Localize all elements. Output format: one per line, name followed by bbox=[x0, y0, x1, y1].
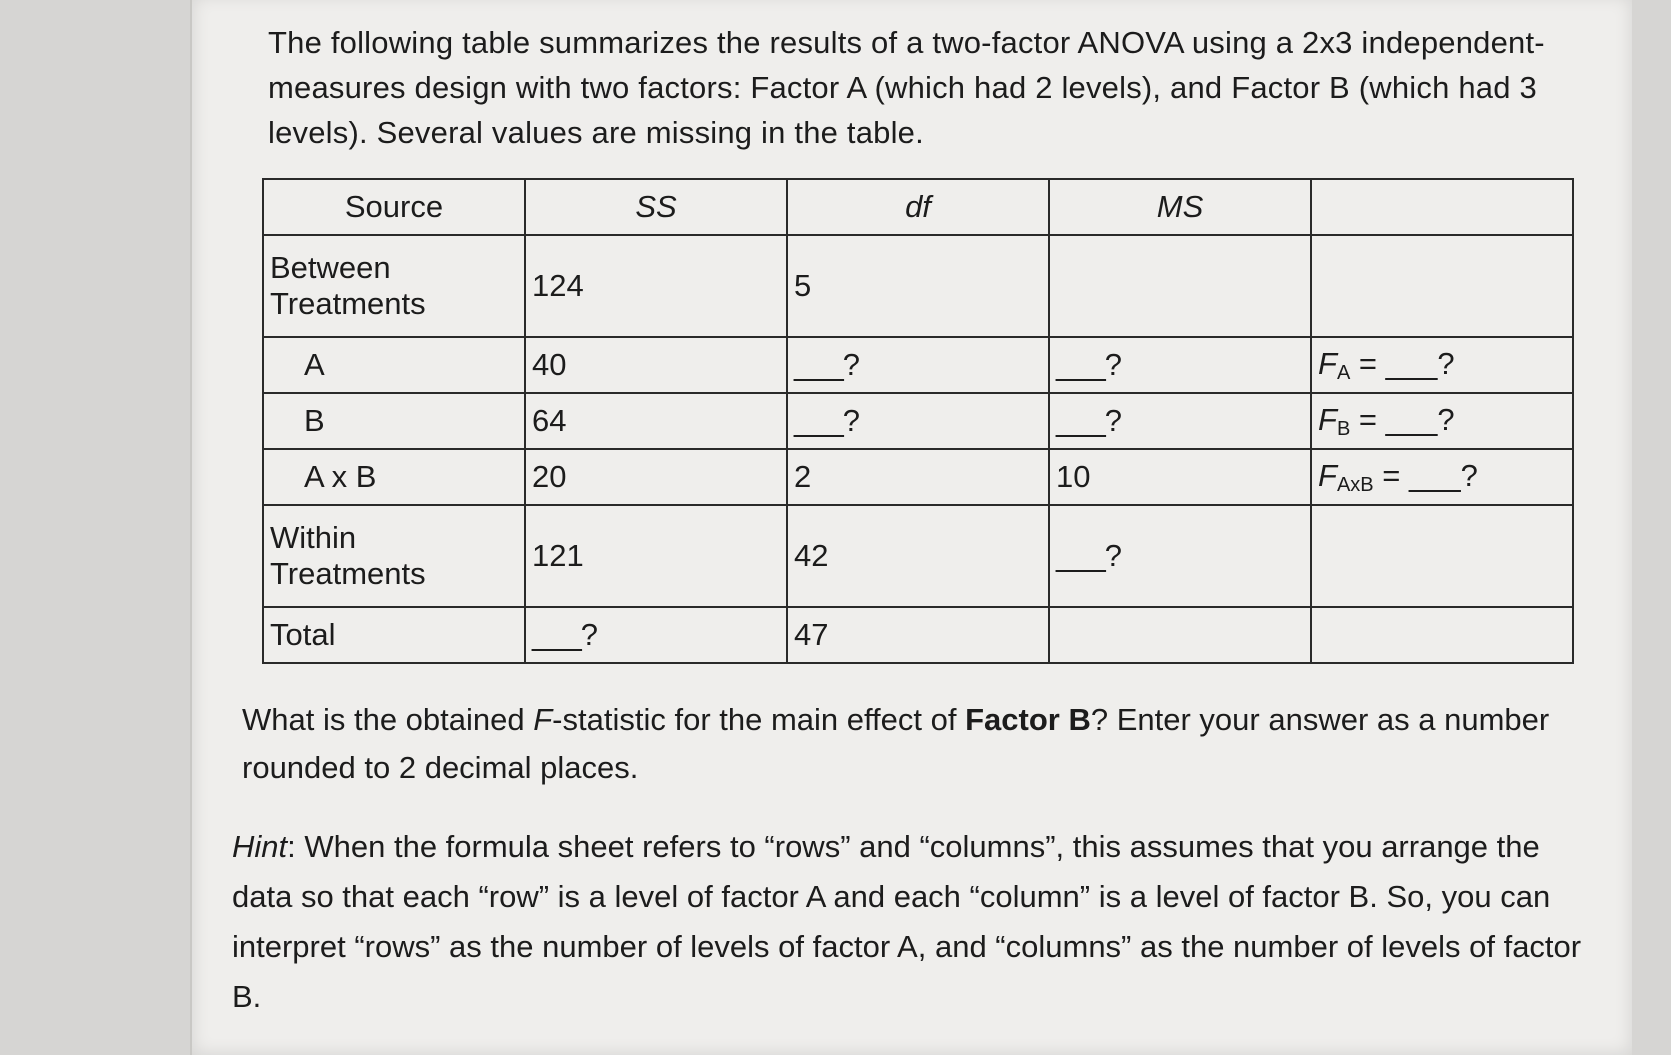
table-header-row bbox=[263, 179, 1573, 235]
header-ss: SS bbox=[525, 179, 787, 235]
table-row bbox=[263, 449, 1573, 505]
header-f bbox=[1311, 179, 1573, 235]
hint-text: : When the formula sheet refers to “rows” and “columns”, this assumes that you arrange the data so that each “row” is a level of factor A and each “column” is a level of factor B. So, you can interpret “rows” as the number of levels of factor A, and “columns” as the number of levels of factor B. bbox=[232, 829, 1582, 1014]
table-row bbox=[263, 607, 1573, 663]
cell-source: Between Treatments bbox=[263, 235, 525, 337]
question-paragraph: What is the obtained F-statistic for the main effect of Factor B? Enter your answer as a number rounded to 2 decimal places. bbox=[242, 702, 1550, 785]
cell-f bbox=[1311, 505, 1573, 607]
cell-df: 2 bbox=[787, 449, 1049, 505]
cell-ss: 64 bbox=[525, 393, 787, 449]
cell-f bbox=[1311, 235, 1573, 337]
cell-df: 42 bbox=[787, 505, 1049, 607]
cell-df: 5 bbox=[787, 235, 1049, 337]
cell-ss: 40 bbox=[525, 337, 787, 393]
cell-source: Within Treatments bbox=[263, 505, 525, 607]
cell-ss: 121 bbox=[525, 505, 787, 607]
table-row bbox=[263, 393, 1573, 449]
header-ms: MS bbox=[1049, 179, 1311, 235]
cell-f: $F_B$ = ___? bbox=[1311, 393, 1573, 449]
cell-ss: 20 bbox=[525, 449, 787, 505]
cell-f bbox=[1311, 607, 1573, 663]
cell-source: A bbox=[263, 337, 525, 393]
hint-label: Hint bbox=[232, 829, 288, 864]
cell-f: $F_{AxB}$ = ___? bbox=[1311, 449, 1573, 505]
cell-source: B bbox=[263, 393, 525, 449]
cell-df: 47 bbox=[787, 607, 1049, 663]
header-df: df bbox=[787, 179, 1049, 235]
cell-ss: ___? bbox=[525, 607, 787, 663]
anova-table bbox=[262, 178, 1574, 664]
cell-ms: ___? bbox=[1049, 505, 1311, 607]
cell-df: ___? bbox=[787, 393, 1049, 449]
cell-df: ___? bbox=[787, 337, 1049, 393]
cell-ms: ___? bbox=[1049, 337, 1311, 393]
cell-source: A x B bbox=[263, 449, 525, 505]
cell-ms bbox=[1049, 607, 1311, 663]
table-row bbox=[263, 337, 1573, 393]
hint-paragraph bbox=[232, 822, 1602, 1022]
table-row bbox=[263, 235, 1573, 337]
cell-ss: 124 bbox=[525, 235, 787, 337]
header-source: Source bbox=[263, 179, 525, 235]
cell-ms: 10 bbox=[1049, 449, 1311, 505]
table-row bbox=[263, 505, 1573, 607]
cell-f: $F_A$ = ___? bbox=[1311, 337, 1573, 393]
cell-ms: ___? bbox=[1049, 393, 1311, 449]
cell-source: Total bbox=[263, 607, 525, 663]
intro-paragraph: The following table summarizes the results of a two-factor ANOVA using a 2x3 independent-measures design with two factors: Factor A (which had 2 levels), and Factor B (which had 3 levels). Several values are missing in the table. bbox=[268, 25, 1545, 150]
cell-ms bbox=[1049, 235, 1311, 337]
